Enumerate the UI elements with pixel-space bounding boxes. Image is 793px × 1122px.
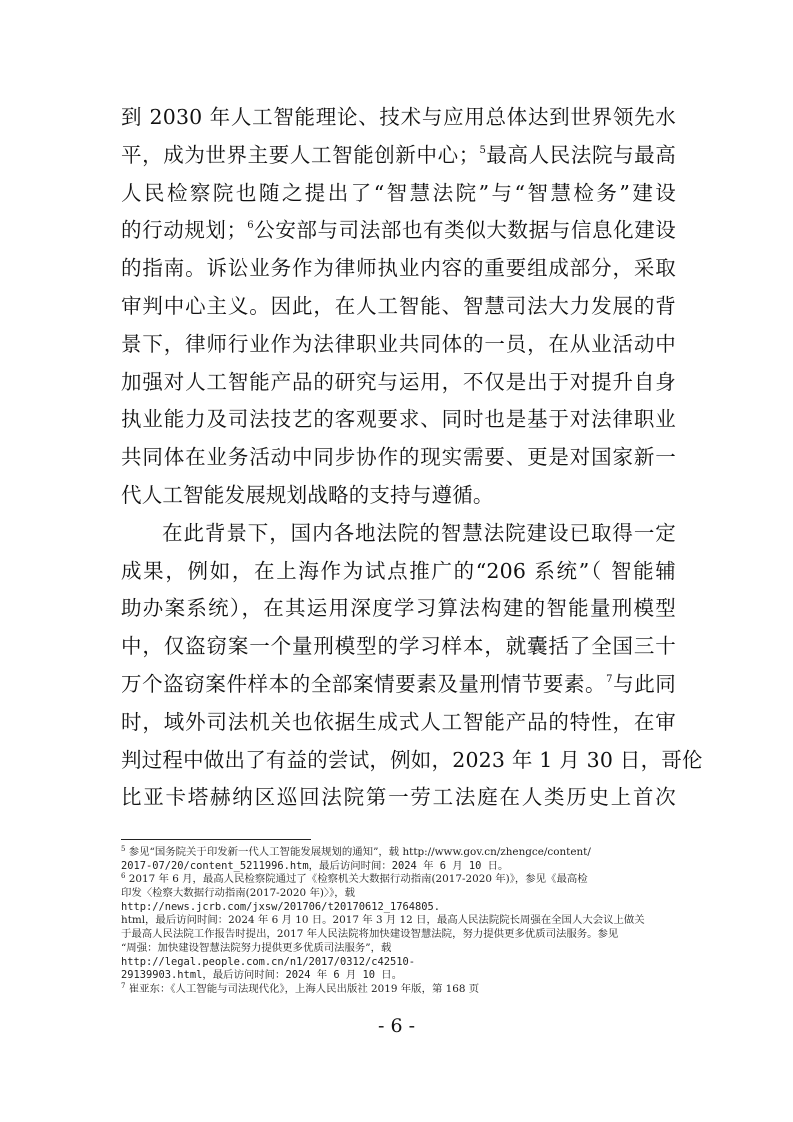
page-number: - 6 -: [377, 1015, 415, 1037]
body-line: 比亚卡塔赫纳区巡回法院第一劳工法庭在人类历史上首次: [121, 785, 676, 810]
footnote-line: 印发〈检察大数据行动指南(2017-2020 年)〉》，载: [121, 887, 356, 900]
footnote-ref-7[interactable]: 7: [606, 673, 613, 685]
footnote-line: 29139903.html，最后访问时间：2024 年 6 月 10 日。: [121, 969, 403, 982]
body-line: 平，成为世界主要人工智能创新中心；$^5$最高人民法院与最高: [121, 142, 676, 167]
footnote-link[interactable]: http://legal.people.com.cn/n1/2017/0312/c42510-: [121, 955, 416, 968]
footnote-line: html，最后访问时间：2024 年 6 月 10 日。2017 年 3 月 12 日，最高人民法院院长周强在全国人大会议上做关: [121, 914, 645, 927]
body-line: 人民检察院也随之提出了“智慧法院”与“智慧检务”建设: [121, 180, 676, 205]
body-line: 到 2030 年人工智能理论、技术与应用总体达到世界领先水: [121, 105, 676, 129]
footnote-ref-5[interactable]: 5: [479, 144, 487, 156]
body-line: 审判中心主义。因此，在人工智能、智慧司法大力发展的背: [121, 293, 676, 318]
body-line: 万个盗窃案件样本的全部案情要素及量刑情节要素。$^7$与此同: [121, 671, 676, 696]
body-line: 在此背景下，国内各地法院的智慧法院建设已取得一定: [162, 520, 676, 545]
body-line: 成果，例如，在上海作为试点推广的“206 系统”（ 智能辅: [121, 558, 676, 583]
footnote-ref-6[interactable]: 6: [247, 220, 254, 232]
body-line: 时，域外司法机关也依据生成式人工智能产品的特性，在审: [121, 709, 676, 734]
footnote-line: “周强：加快建设智慧法院努力提供更多优质司法服务”，载: [121, 941, 392, 954]
body-line: 判过程中做出了有益的尝试，例如，2023 年 1 月 30 日，哥伦: [121, 747, 703, 772]
body-line: 加强对人工智能产品的研究与运用，不仅是出于对提升自身: [121, 369, 676, 394]
body-line: 的指南。诉讼业务作为律师执业内容的重要组成部分，采取: [121, 256, 676, 281]
body-line: 的行动规划；$^6$公安部与司法部也有类似大数据与信息化建设: [121, 218, 676, 243]
body-line: 景下，律师行业作为法律职业共同体的一员，在从业活动中: [121, 331, 676, 356]
body-line: 代人工智能发展规划战略的支持与遵循。: [121, 482, 494, 507]
footnote-divider: [121, 839, 311, 840]
footnote-6: $^6$ 2017 年 6 月，最高人民检察院通过了《检察机关大数据行动指南(2017-2020 年)》，参见《最高检: [121, 872, 588, 886]
footnote-5: $^5$ 参见“国务院关于印发新一代人工智能发展规划的通知”，载 http://www.gov.cn/zhengce/content/: [121, 845, 591, 858]
body-text: [121, 99, 703, 817]
body-line: 共同体在业务活动中同步协作的现实需要、更是对国家新一: [121, 445, 676, 470]
body-line: 助办案系统），在其运用深度学习算法构建的智能量刑模型: [121, 596, 676, 621]
footnote-link[interactable]: http://news.jcrb.com/jxsw/201706/t20170612_1764805.: [121, 900, 441, 913]
footnotes: [121, 846, 681, 997]
footnote-line: 2017-07/20/content_5211996.htm，最后访问时间：2024 年 6 月 10 日。: [121, 859, 509, 872]
footnote-line: 于最高人民法院工作报告时提出，2017 年人民法院将加快建设智慧法院，努力提供更多优质司法服务。参见: [121, 928, 619, 941]
body-line: 执业能力及司法技艺的客观要求、同时也是基于对法律职业: [121, 407, 676, 432]
footnote-7: $^7$ 崔亚东：《人工智能与司法现代化》，上海人民出版社 2019 年版，第 168 页: [121, 981, 480, 995]
body-line: 中，仅盗窃案一个量刑模型的学习样本，就囊括了全国三十: [121, 634, 676, 659]
